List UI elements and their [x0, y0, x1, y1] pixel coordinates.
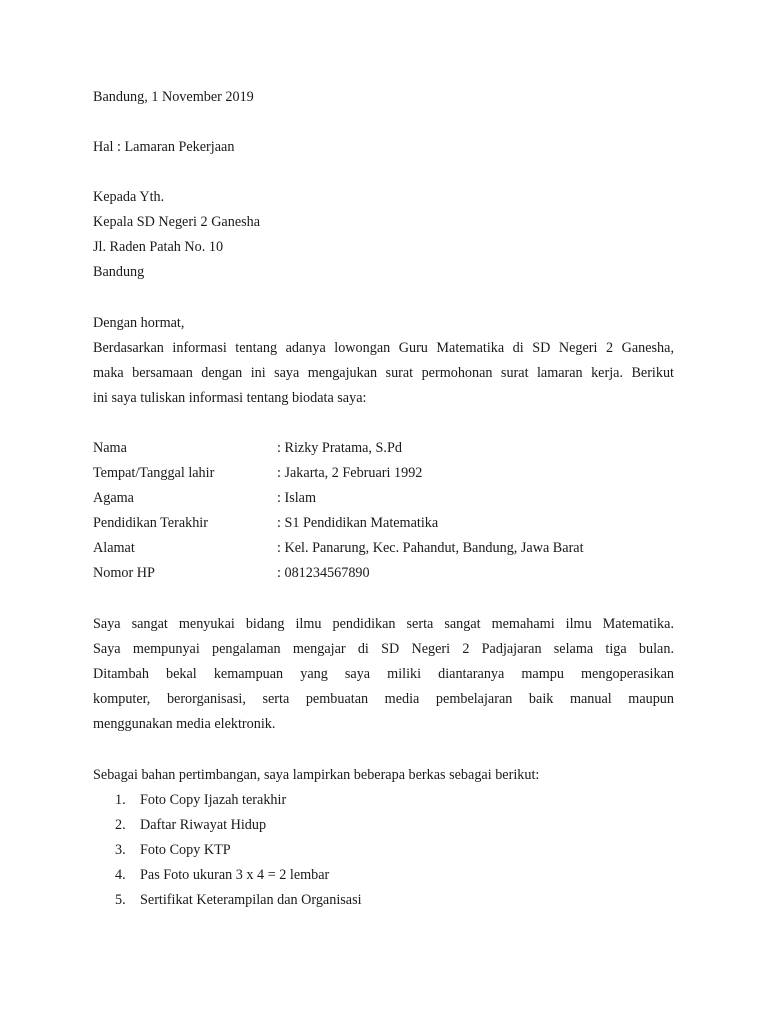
body-line: menggunakan media elektronik. — [93, 716, 276, 732]
list-number: 4. — [115, 867, 126, 883]
date-line: Bandung, 1 November 2019 — [93, 89, 254, 105]
recipient-line: Kepala SD Negeri 2 Ganesha — [93, 214, 261, 230]
list-number: 3. — [115, 842, 126, 858]
body-line: komputer, berorganisasi, serta pembuatan media pembelajaran baik manual maupun — [93, 691, 674, 707]
biodata-value: : S1 Pendidikan Matematika — [277, 515, 439, 531]
recipient-line: Kepada Yth. — [93, 189, 165, 205]
subject-line: Hal : Lamaran Pekerjaan — [93, 139, 235, 155]
list-number: 5. — [115, 892, 126, 908]
intro-line: ini saya tuliskan informasi tentang biodata saya: — [93, 390, 367, 406]
attachments-intro: Sebagai bahan pertimbangan, saya lampirkan beberapa berkas sebagai berikut: — [93, 767, 540, 783]
biodata-value: : Jakarta, 2 Februari 1992 — [277, 465, 423, 481]
biodata-label: Nomor HP — [93, 565, 155, 581]
list-text: Foto Copy Ijazah terakhir — [140, 792, 287, 808]
biodata-label: Alamat — [93, 540, 135, 556]
list-number: 2. — [115, 817, 126, 833]
list-text: Foto Copy KTP — [140, 842, 231, 858]
recipient-line: Bandung — [93, 264, 145, 280]
biodata-label: Tempat/Tanggal lahir — [93, 465, 215, 481]
recipient-line: Jl. Raden Patah No. 10 — [93, 239, 224, 255]
list-number: 1. — [115, 792, 126, 808]
list-text: Sertifikat Keterampilan dan Organisasi — [140, 892, 362, 908]
salutation: Dengan hormat, — [93, 315, 185, 331]
intro-line: maka bersamaan dengan ini saya mengajukan surat permohonan surat lamaran kerja. Berikut — [93, 365, 674, 381]
body-line: Saya sangat menyukai bidang ilmu pendidikan serta sangat memahami ilmu Matematika. — [93, 616, 674, 632]
biodata-label: Agama — [93, 490, 134, 506]
biodata-value: : 081234567890 — [277, 565, 370, 581]
body-line: Ditambah bekal kemampuan yang saya miliki diantaranya mampu mengoperasikan — [93, 666, 674, 682]
list-text: Pas Foto ukuran 3 x 4 = 2 lembar — [140, 867, 330, 883]
biodata-value: : Rizky Pratama, S.Pd — [277, 440, 402, 456]
intro-line: Berdasarkan informasi tentang adanya lowongan Guru Matematika di SD Negeri 2 Ganesha, — [93, 340, 674, 356]
biodata-label: Nama — [93, 440, 127, 456]
body-line: Saya mempunyai pengalaman mengajar di SD Negeri 2 Padjajaran selama tiga bulan. — [93, 641, 674, 657]
biodata-label: Pendidikan Terakhir — [93, 515, 208, 531]
list-text: Daftar Riwayat Hidup — [140, 817, 267, 833]
biodata-value: : Kel. Panarung, Kec. Pahandut, Bandung, Jawa Barat — [277, 540, 584, 556]
biodata-value: : Islam — [277, 490, 317, 506]
